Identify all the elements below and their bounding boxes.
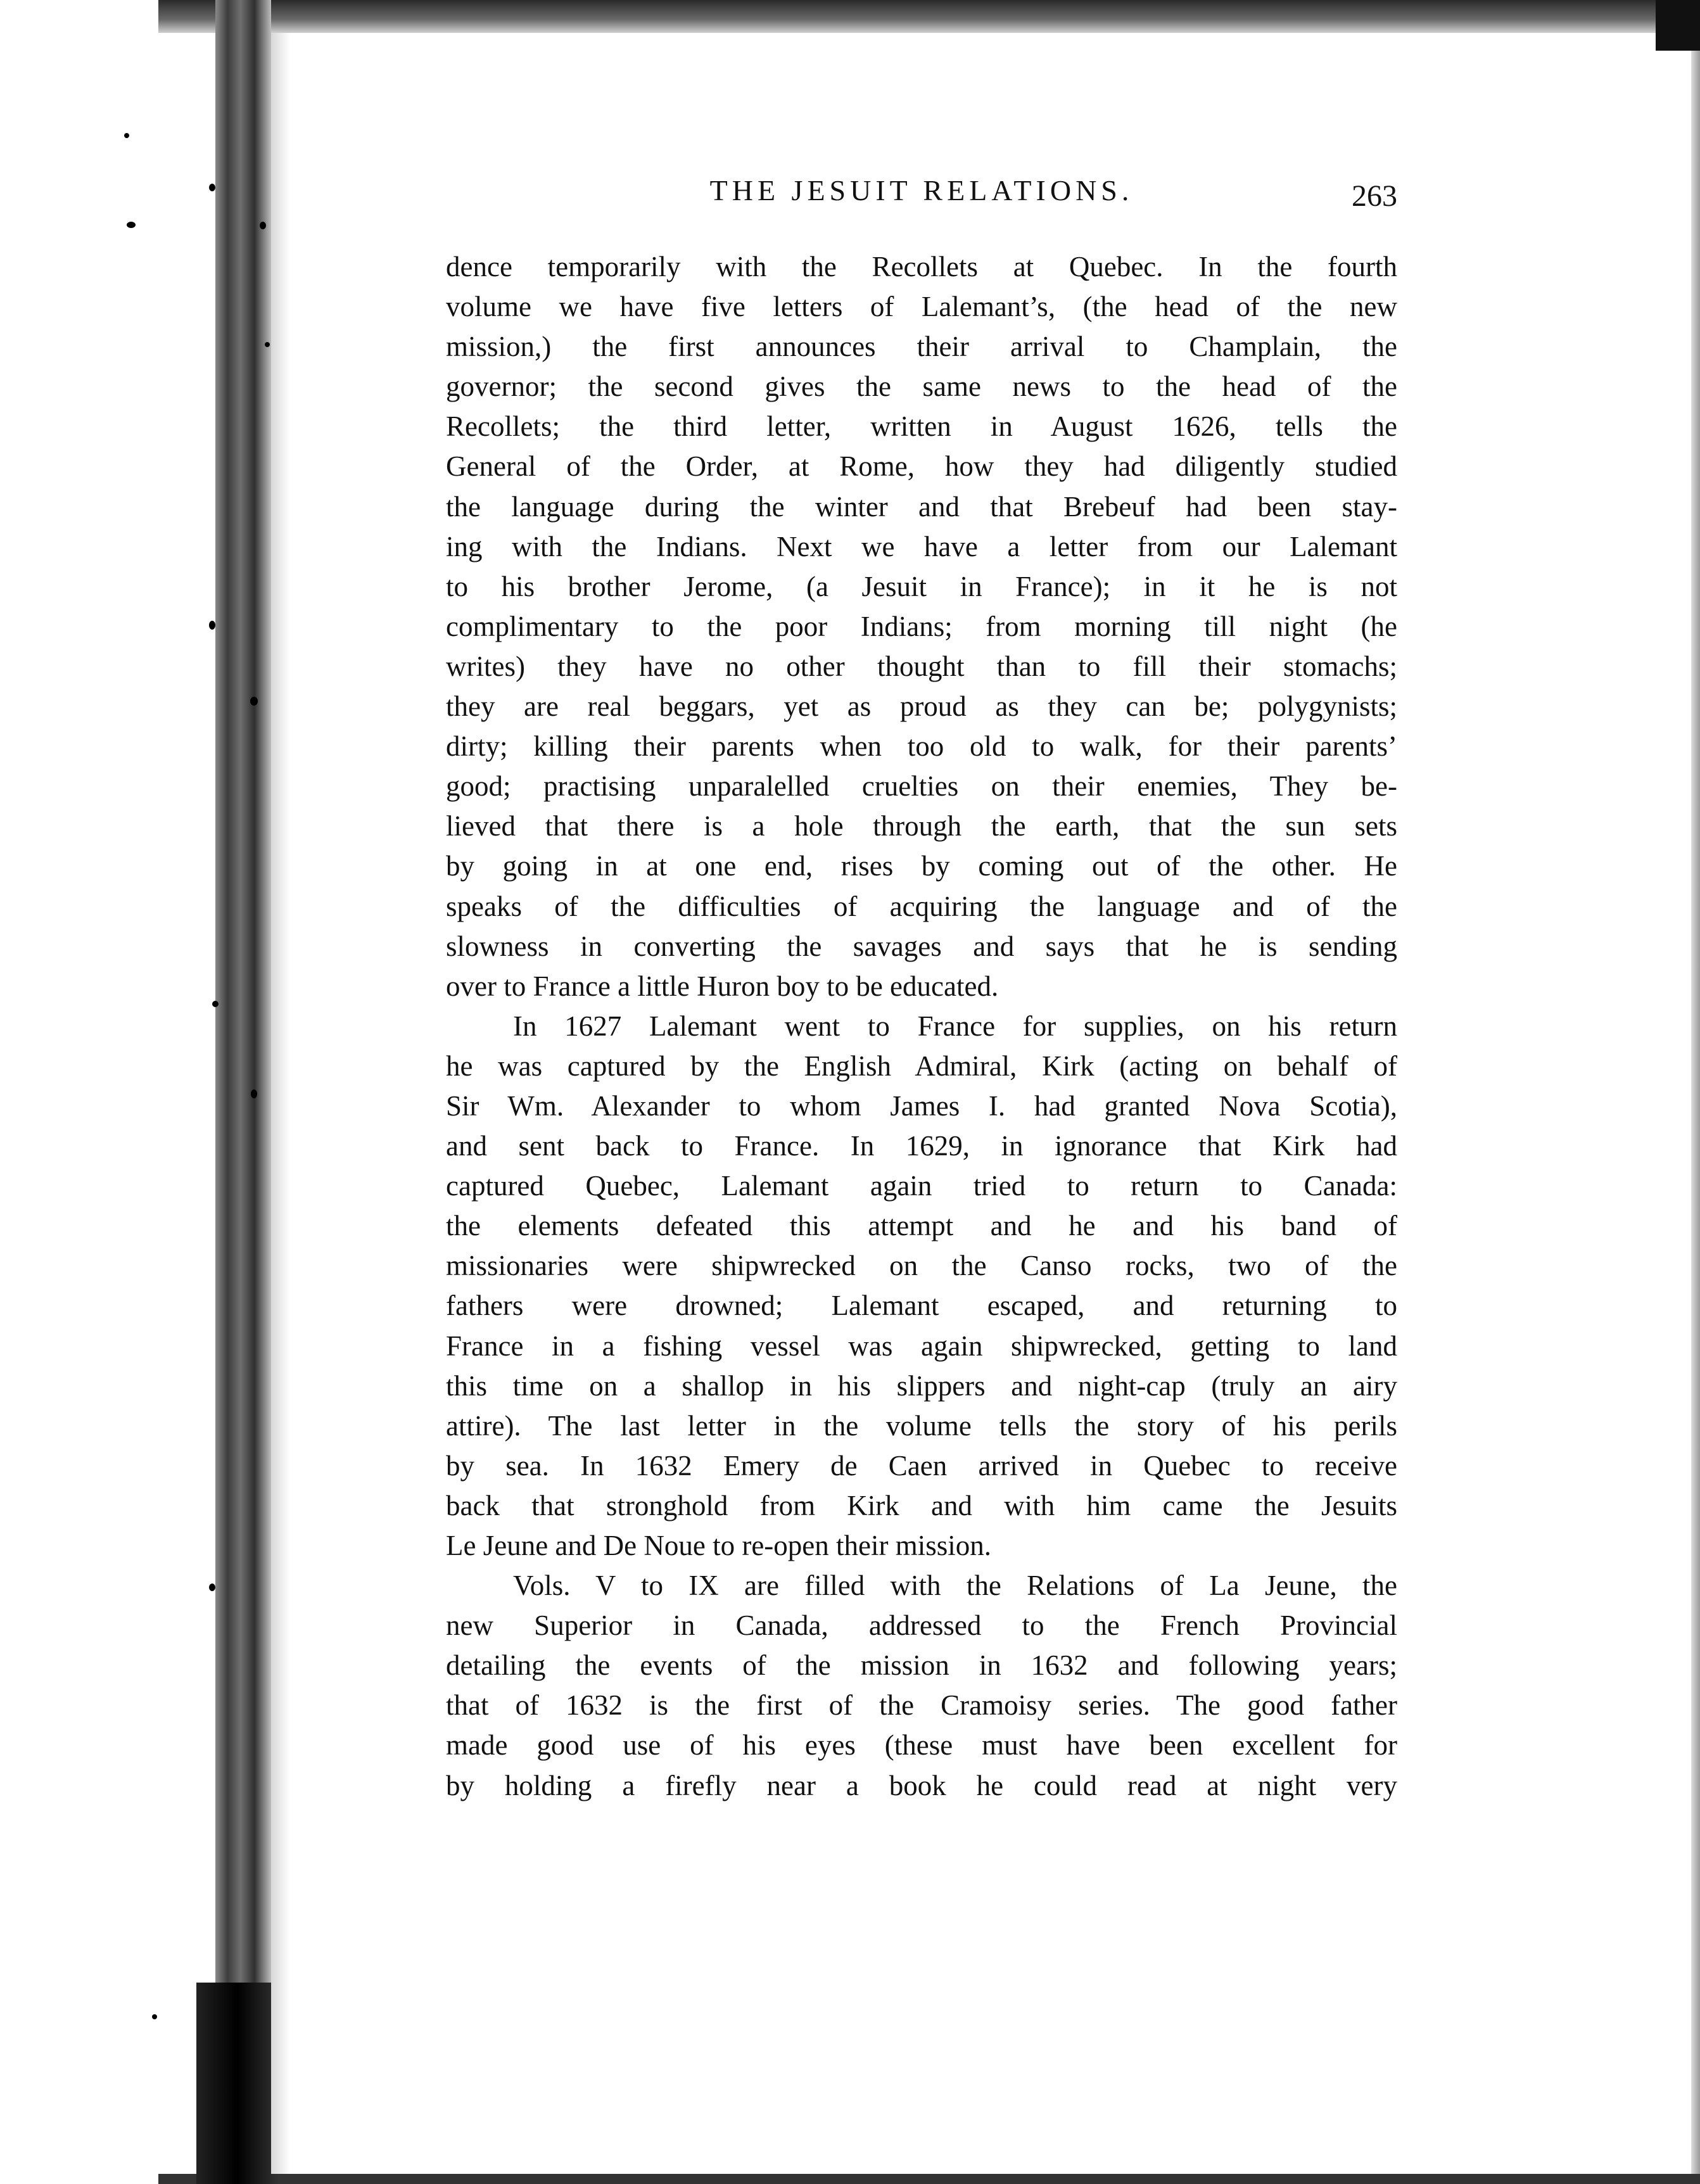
text-line: slowness in converting the savages and says that he is sending (446, 930, 1397, 962)
text-line: made good use of his eyes (these must have been excellent for (446, 1729, 1397, 1762)
text-line: he was captured by the English Admiral, Kirk (acting on behalf of (446, 1050, 1397, 1082)
text-line: ing with the Indians. Next we have a letter from our Lalemant (446, 530, 1397, 562)
text-line: by sea. In 1632 Emery de Caen arrived in Quebec to receive (446, 1449, 1397, 1482)
book-gutter-shadow (196, 1983, 279, 2184)
text-line: dirty; killing their parents when too old to walk, for their parents’ (446, 730, 1397, 763)
text-line: to his brother Jerome, (a Jesuit in France); in it he is not (446, 570, 1397, 602)
text-line: over to France a little Huron boy to be educated. (446, 970, 999, 1002)
text-line: missionaries were shipwrecked on the Canso rocks, two of the (446, 1250, 1397, 1282)
text-line: France in a fishing vessel was again shipwrecked, getting to land (446, 1330, 1397, 1362)
text-line: by going in at one end, rises by coming out of the other. He (446, 850, 1397, 882)
text-line: writes) they have no other thought than to fill their stomachs; (446, 650, 1397, 682)
text-line: General of the Order, at Rome, how they had diligently studied (446, 450, 1397, 483)
scan-bottom-edge (158, 2174, 1700, 2184)
text-line: and sent back to France. In 1629, in ignorance that Kirk had (446, 1130, 1397, 1162)
body-text (446, 247, 1397, 1806)
text-line: by holding a firefly near a book he could read at night very (446, 1769, 1397, 1801)
text-line: Le Jeune and De Noue to re-open their mission. (446, 1530, 991, 1561)
text-line: they are real beggars, yet as proud as they can be; polygynists; (446, 690, 1397, 723)
text-line: the language during the winter and that Brebeuf had been stay- (446, 490, 1397, 523)
text-line: In 1627 Lalemant went to France for supplies, on his return (513, 1010, 1397, 1042)
text-line: governor; the second gives the same news to the head of the (446, 371, 1397, 403)
text-line: new Superior in Canada, addressed to the French Provincial (446, 1609, 1397, 1642)
text-line: lieved that there is a hole through the earth, that the sun sets (446, 810, 1397, 842)
running-head (446, 174, 1397, 218)
page-number: 263 (1352, 179, 1397, 213)
text-line: complimentary to the poor Indians; from morning till night (he (446, 610, 1397, 642)
book-gutter-binding (215, 0, 271, 2184)
scan-right-edge (1691, 51, 1700, 2184)
page-title: THE JESUIT RELATIONS. (709, 174, 1134, 206)
text-line: mission,) the first announces their arrival to Champlain, the (446, 331, 1397, 363)
text-line: the elements defeated this attempt and he and his band of (446, 1210, 1397, 1242)
text-line: dence temporarily with the Recollets at Quebec. In the fourth (446, 251, 1397, 283)
text-line: this time on a shallop in his slippers and night-cap (truly an airy (446, 1369, 1397, 1402)
text-line: back that stronghold from Kirk and with him came the Jesuits (446, 1489, 1397, 1521)
text-line: fathers were drowned; Lalemant escaped, and returning to (446, 1290, 1397, 1322)
page-gutter-shade (271, 33, 290, 2174)
text-line: Sir Wm. Alexander to whom James I. had granted Nova Scotia), (446, 1089, 1397, 1122)
text-line: attire). The last letter in the volume tells the story of his perils (446, 1409, 1397, 1442)
text-line: Recollets; the third letter, written in August 1626, tells the (446, 410, 1397, 443)
scan-corner-shadow (1656, 0, 1700, 51)
text-line: captured Quebec, Lalemant again tried to return to Canada: (446, 1170, 1397, 1202)
text-line: speaks of the difficulties of acquiring the language and of the (446, 890, 1397, 922)
scan-top-edge (158, 0, 1700, 33)
text-line: that of 1632 is the first of the Cramoisy series. The good father (446, 1689, 1397, 1722)
text-line: detailing the events of the mission in 1632 and following years; (446, 1649, 1397, 1682)
text-line: Vols. V to IX are filled with the Relations of La Jeune, the (513, 1570, 1397, 1602)
text-line: good; practising unparalelled cruelties on their enemies, They be- (446, 770, 1397, 803)
text-line: volume we have five letters of Lalemant’s, (the head of the new (446, 291, 1397, 323)
